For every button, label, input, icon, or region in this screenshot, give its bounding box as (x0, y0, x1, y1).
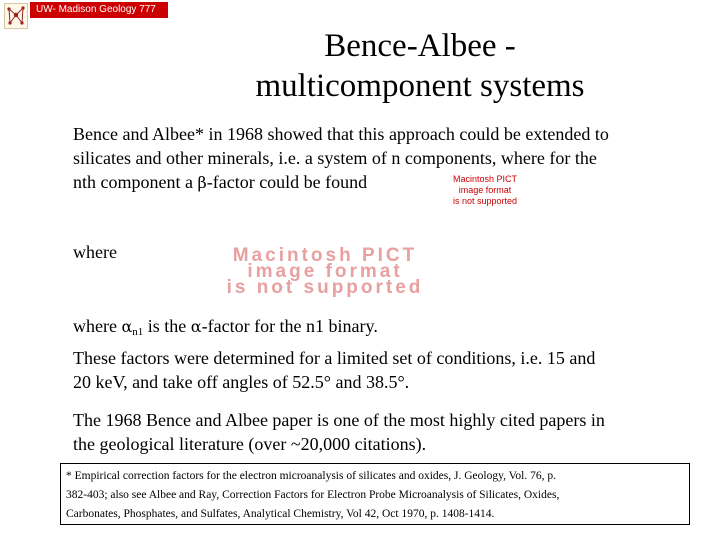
paragraph-conditions-line-1: These factors were determined for a limited set of conditions, i.e. 15 and (73, 348, 596, 368)
line-3-prefix: nth component a (73, 172, 198, 192)
alpha-suffix: -factor for the n1 binary. (201, 316, 378, 336)
paragraph-where: where (73, 242, 117, 262)
unsupported-image-placeholder-small (440, 174, 530, 207)
crystal-structure-logo-icon (4, 3, 28, 29)
footnote-box (60, 463, 690, 525)
unsupported-image-placeholder-large (150, 245, 500, 298)
paragraph-citations-line-1: The 1968 Bence and Albee paper is one of the most highly cited papers in (73, 410, 605, 430)
paragraph-intro-line-1: Bence and Albee* in 1968 showed that this approach could be extended to (73, 124, 609, 144)
paragraph-intro-line-3 (73, 170, 693, 195)
pict-large-line-3: is not supported (226, 277, 424, 298)
line-3-suffix: -factor could be found (206, 172, 368, 192)
paragraph-conditions-line-2: 20 keV, and take off angles of 52.5° and 38.5°. (73, 372, 410, 392)
paragraph-citations (73, 408, 693, 456)
pict-large-line-2: image format (247, 261, 403, 282)
footnote-line-1: * Empirical correction factors for the electron microanalysis of silicates and oxides, J. Geology, Vol. 76, p. (66, 470, 557, 482)
alpha-prefix: where (73, 316, 122, 336)
footnote-line-2: 382-403; also see Albee and Ray, Correction Factors for Electron Probe Microanalysis of Silicates, Oxides, (66, 489, 560, 501)
paragraph-conditions (73, 346, 693, 394)
footnote-line-3: Carbonates, Phosphates, and Sulfates, Analytical Chemistry, Vol 42, Oct 1970, p. 1408-1414. (66, 508, 495, 520)
paragraph-alpha-definition (73, 314, 693, 344)
alpha-subscript: n1 (132, 326, 144, 338)
alpha-symbol: α (121, 317, 133, 336)
paragraph-intro (73, 122, 693, 195)
paragraph-citations-line-2: the geological literature (over ~20,000 citations). (73, 434, 427, 454)
slide-title (140, 26, 700, 106)
pict-small-line-1: Macintosh PICT (452, 174, 518, 184)
pict-small-line-3: is not supported (452, 196, 518, 206)
beta-symbol: β (197, 173, 207, 192)
title-line-2: multicomponent systems (255, 68, 585, 104)
pict-large-line-1: Macintosh PICT (232, 245, 418, 266)
alpha-middle: is the (143, 316, 191, 336)
pict-small-line-2: image format (458, 185, 512, 195)
paragraph-intro-line-2: silicates and other minerals, i.e. a system of n components, where for the (73, 148, 597, 168)
header-badge: UW- Madison Geology 777 (30, 2, 168, 18)
alpha-symbol-2: α (190, 317, 202, 336)
title-line-1: Bence-Albee - (324, 28, 516, 64)
